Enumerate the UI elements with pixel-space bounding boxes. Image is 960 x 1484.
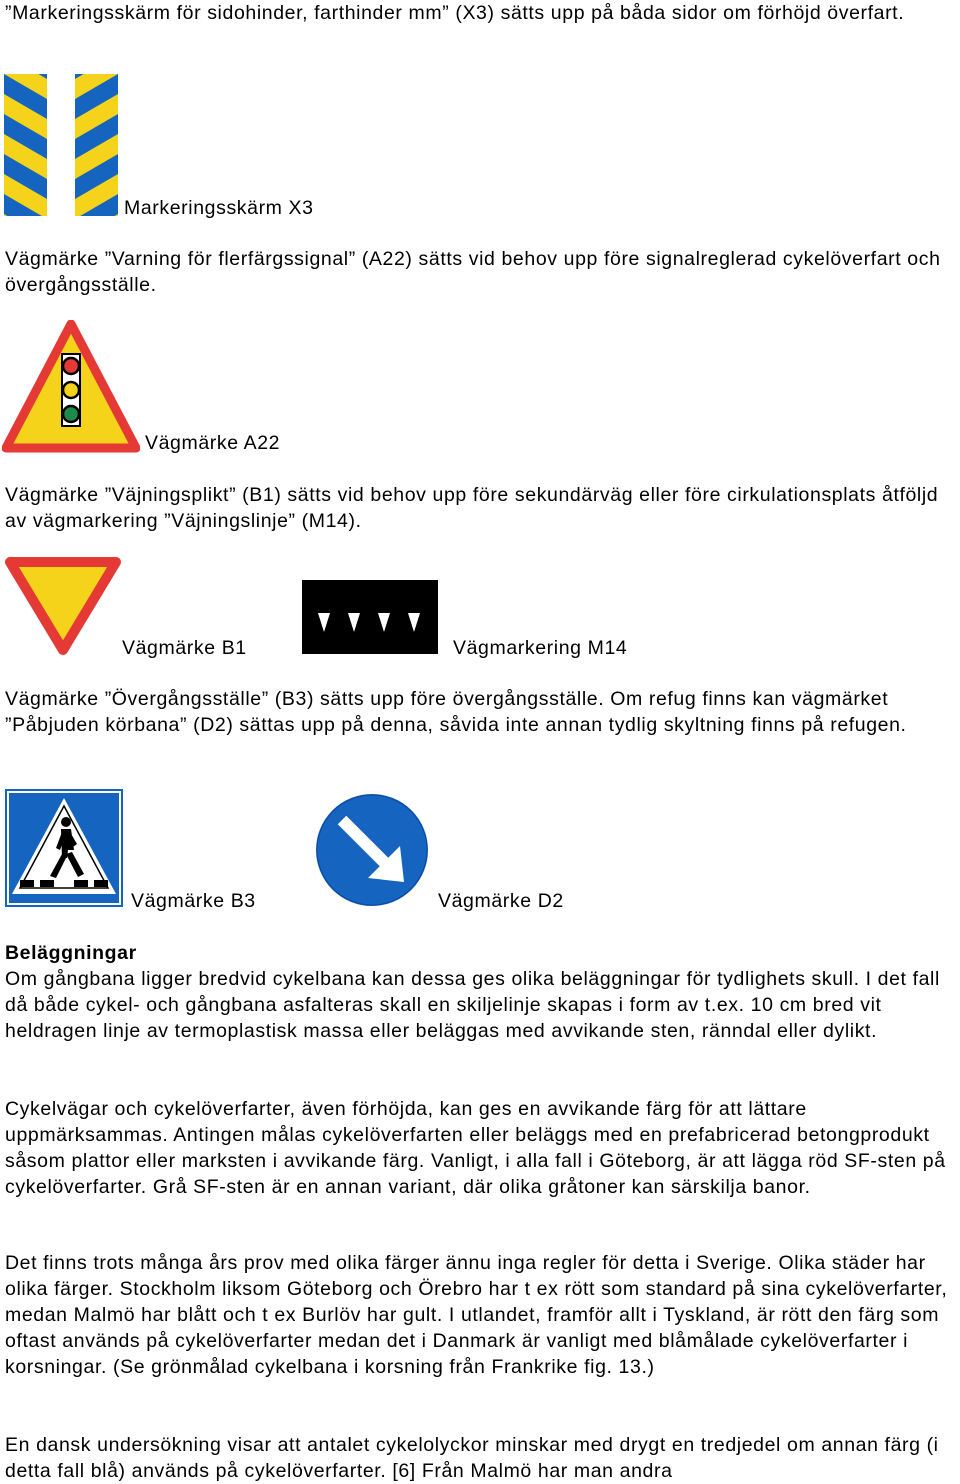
d2-keep-right-arrow-icon <box>312 790 432 910</box>
surfaces-paragraph-1: Om gångbana ligger bredvid cykelbana kan dessa ges olika beläggningar för tydlighets skull. I det fall då både cykel- och gångbana asfalteras skall en skiljelinje skapas i form av t.ex. 10 cm bred vit heldragen linje av termoplastisk massa eller beläggas med avvikande sten, ränndal eller dylikt. <box>5 968 940 1042</box>
surfaces-heading: Beläggningar <box>5 942 137 964</box>
a22-caption: Vägmärke A22 <box>145 432 281 454</box>
m14-caption: Vägmarkering M14 <box>453 637 628 659</box>
b3-pedestrian-crossing-icon <box>4 788 124 908</box>
x3-intro-paragraph: ”Markeringsskärm för sidohinder, farthinder mm” (X3) sätts upp på båda sidor om förhöjd överfart. <box>5 2 905 24</box>
x3-caption: Markeringsskärm X3 <box>124 197 314 219</box>
surfaces-paragraph-3: Det finns trots många års prov med olika färger ännu inga regler för detta i Sverige. Olika städer har olika färger. Stockholm liksom Göteborg och Örebro har t ex rött som standard på sina cykelöverfarter, medan Malmö har blått och t ex Burlöv har gult. I utlandet, framför allt i Tyskland, är rött den färg som oftast används på cykelöverfarter medan det i Danmark är vanligt med blåmålade cykelöverfarter i korsningar. (Se grönmålad cykelbana i korsning från Frankrike fig. 13.) <box>5 1252 948 1378</box>
b1-caption: Vägmärke B1 <box>122 637 247 659</box>
b3-intro-paragraph: Vägmärke ”Övergångsställe” (B3) sätts upp före övergångsställe. Om refug finns kan vägmärket ”Påbjuden körbana” (D2) sättas upp på denna, såvida inte annan tydlig skyltning finns på refugen. <box>5 688 907 736</box>
b1-intro-paragraph: Vägmärke ”Väjningsplikt” (B1) sätts vid behov upp före sekundärväg eller före cirkulationsplats åtföljd av vägmarkering ”Väjningslinje” (M14). <box>5 484 939 532</box>
a22-intro-paragraph: Vägmärke ”Varning för flerfärgssignal” (A22) sätts vid behov upp före signalreglerad cykelöverfart och övergångsställe. <box>5 248 941 296</box>
surfaces-paragraph-2: Cykelvägar och cykelöverfarter, även förhöjda, kan ges en avvikande färg för att lättare uppmärksammas. Antingen målas cykelöverfarten eller beläggs med en prefabricerad betongprodukt såsom plattor eller marksten i avvikande färg. Vanligt, i alla fall i Göteborg, är att lägga röd SF-sten på cykelöverfarter. Grå SF-sten är en annan variant, där olika gråtoner kan särskilja banor. <box>5 1098 946 1198</box>
b3-caption: Vägmärke B3 <box>131 890 256 912</box>
x3-marker-board-icon <box>4 74 118 216</box>
b1-yield-sign-icon <box>4 556 122 656</box>
m14-yield-line-icon <box>302 580 438 654</box>
surfaces-paragraph-4: En dansk undersökning visar att antalet cykelolyckor minskar med drygt en tredjedel om annan färg (i detta fall blå) används på cykelöverfarter. [6] Från Malmö har man andra <box>5 1434 939 1482</box>
d2-caption: Vägmärke D2 <box>438 890 564 912</box>
a22-traffic-signal-warning-icon <box>2 320 140 454</box>
